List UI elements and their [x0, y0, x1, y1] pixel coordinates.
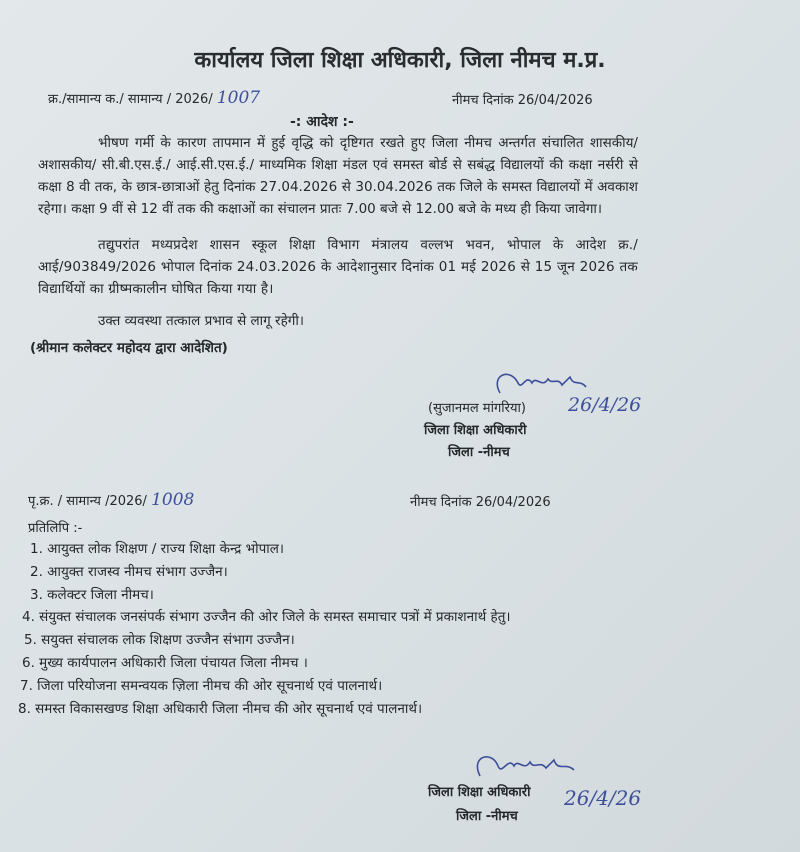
reference-number	[48, 88, 260, 108]
signature-1-date: 26/4/26	[568, 394, 642, 416]
place-date: नीमच दिनांक 26/04/2026	[452, 93, 593, 108]
list-item: 8. समस्त विकासखण्ड शिक्षा अधिकारी जिला नीमच की ओर सूचनार्थ एवं पालनार्थ।	[18, 700, 423, 717]
copy-reference-printed: पृ.क्र. / सामान्य /2026/	[28, 494, 147, 509]
copy-reference	[28, 490, 194, 510]
signatory-name: (सुजानमल मांगरिया)	[428, 401, 526, 416]
authority-note: (श्रीमान कलेक्टर महोदय द्वारा आदेशित)	[30, 340, 228, 356]
order-paragraph-2: तद्युपरांत मध्यप्रदेश शासन स्कूल शिक्षा विभाग मंत्रालय वल्लभ भवन, भोपाल के आदेश क्र./आई/903849/2026 भोपाल दिनांक 24.03.2026 के आदेशानुसार दिनांक 01 मई 2026 से 15 जून 2026 तक विद्यार्थियों का ग्रीष्मकालीन घोषित किया गया है।	[38, 237, 638, 297]
copy-list	[18, 538, 511, 720]
list-item: 2. आयुक्त राजस्व नीमच संभाग उज्जैन।	[30, 563, 228, 580]
signature-2-district: जिला -नीमच	[456, 809, 518, 824]
signatory-designation: जिला शिक्षा अधिकारी	[424, 423, 527, 438]
office-title: कार्यालय जिला शिक्षा अधिकारी, जिला नीमच म.प्र.	[194, 48, 606, 73]
reference-handwritten: 1007	[216, 88, 261, 108]
order-paragraph-1: भीषण गर्मी के कारण तापमान में हुई वृद्धि को दृष्टिगत रखते हुए जिला नीमच अन्तर्गत संचालित शासकीय/ अशासकीय/ सी.बी.एस.ई./ आई.सी.एस.ई./ माध्यमिक शिक्षा मंडल एवं समस्त बोर्ड से सबंद्ध विद्यालयों की कक्षा नर्सरी से कक्षा 8 वी तक, के छात्र-छात्राओं हेतु दिनांक 27.04.2026 से 30.04.2026 तक जिले के समस्त विद्यालयों में अवकाश रहेगा। कक्षा 9 वीं से 12 वीं तक की कक्षाओं का संचालन प्रातः 7.00 बजे से 12.00 बजे के मध्य ही किया जावेगा।	[38, 135, 638, 217]
signature-2-designation: जिला शिक्षा अधिकारी	[428, 785, 531, 800]
list-item: 3. कलेक्टर जिला नीमच।	[30, 586, 154, 603]
copy-reference-handwritten: 1008	[151, 490, 195, 510]
signature-2-date: 26/4/26	[564, 786, 642, 810]
list-item: 5. सयुक्त संचालक लोक शिक्षण उज्जैन संभाग उज्जैन।	[24, 632, 295, 649]
list-item: 4. संयुक्त संचालक जनसंपर्क संभाग उज्जैन की ओर जिले के समस्त समाचार पत्रों में प्रकाशनार्थ हेतु।	[22, 609, 511, 626]
list-item: 6. मुख्य कार्यपालन अधिकारी जिला पंचायत जिला नीमच ।	[22, 654, 308, 671]
order-heading: -: आदेश :-	[290, 114, 354, 130]
list-item: 7. जिला परियोजना समन्वयक ज़िला नीमच की ओर सूचनार्थ एवं पालनार्थ।	[20, 677, 383, 694]
copy-place-date: नीमच दिनांक 26/04/2026	[410, 495, 551, 510]
list-item: 1. आयुक्त लोक शिक्षण / राज्य शिक्षा केन्द्र भोपाल।	[30, 541, 285, 557]
reference-printed: क्र./सामान्य क./ सामान्य / 2026/	[48, 92, 213, 107]
signatory-district: जिला -नीमच	[448, 445, 510, 460]
order-paragraph-3: उक्त व्यवस्था तत्काल प्रभाव से लागू रहेगी।	[98, 313, 304, 329]
order-body	[38, 132, 638, 332]
copy-heading: प्रतिलिपि :-	[28, 521, 83, 536]
